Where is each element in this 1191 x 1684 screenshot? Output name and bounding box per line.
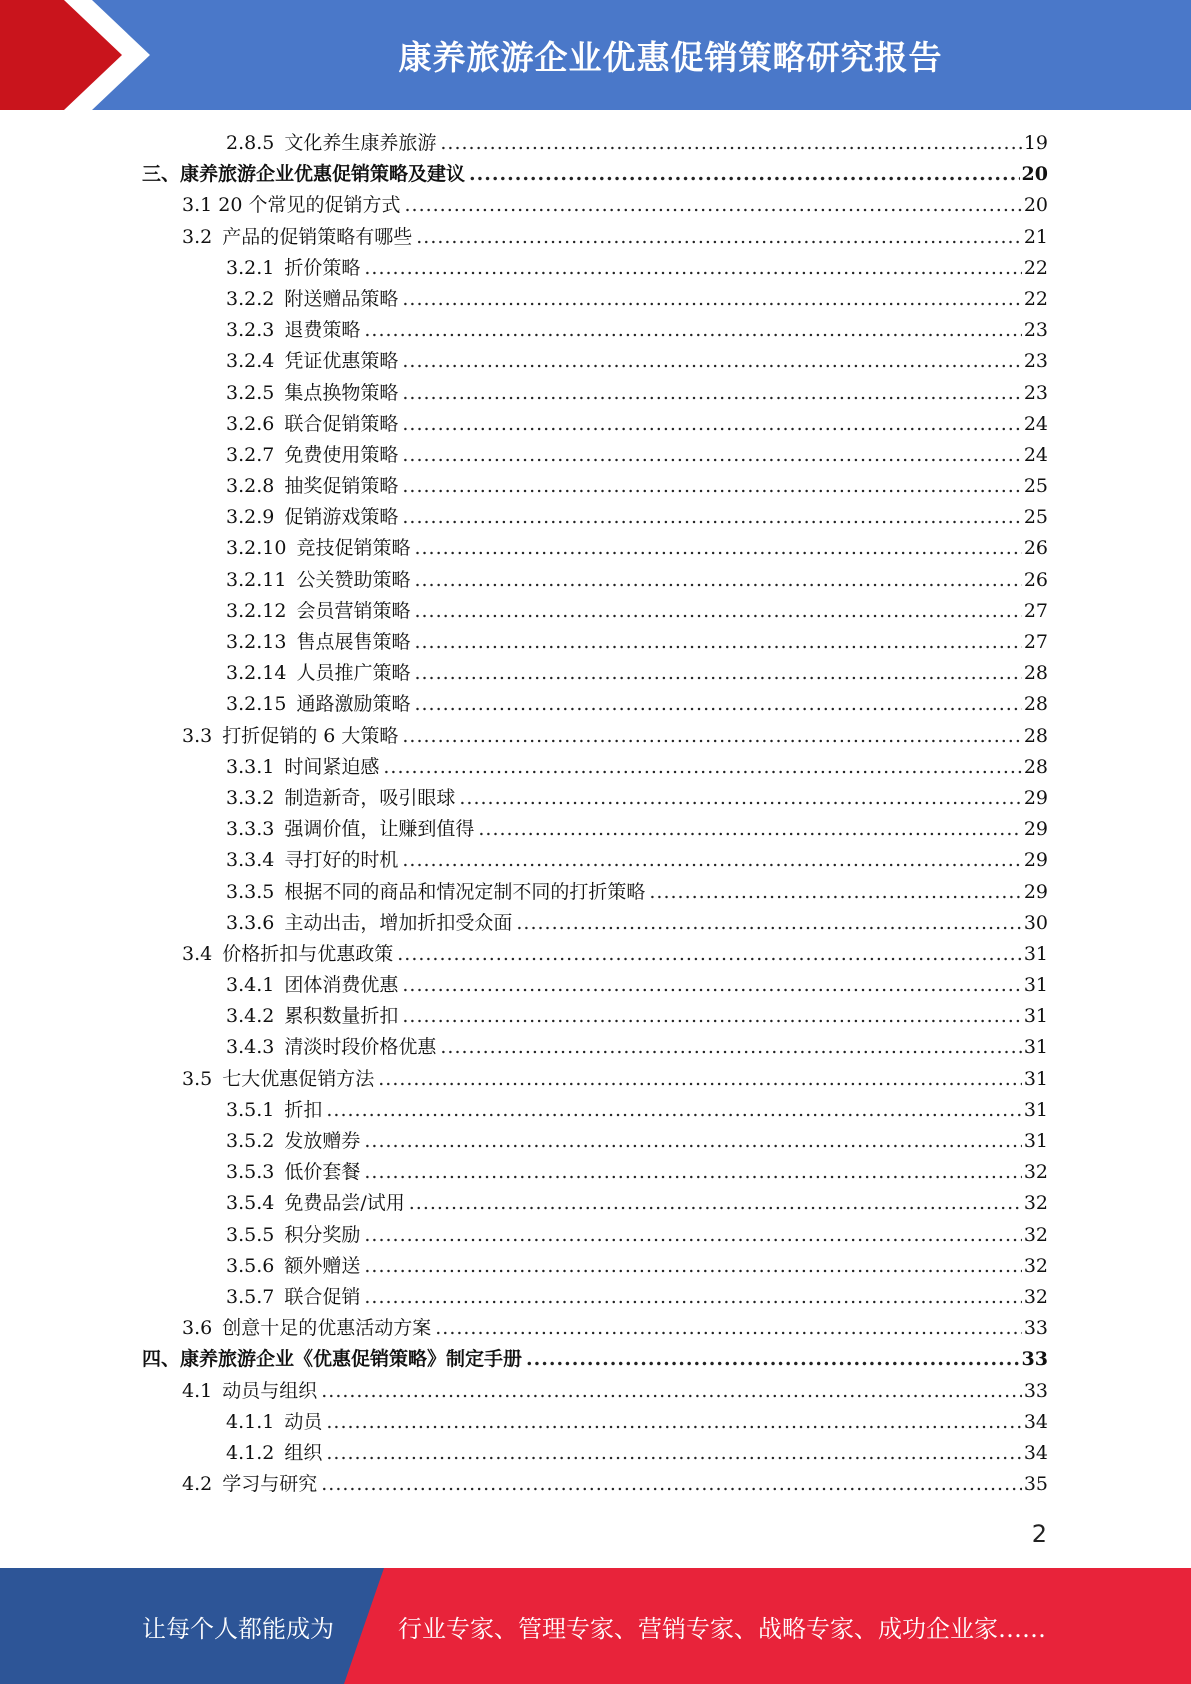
toc-entry-title: 公关赞助策略 xyxy=(296,568,411,591)
toc-entry-number: 3.2.2 xyxy=(226,287,275,310)
toc-entry[interactable] xyxy=(142,877,1048,908)
toc-entry-title: 清淡时段价格优惠 xyxy=(284,1036,437,1059)
toc-dot-leader xyxy=(414,627,1021,658)
toc-entry-page: 26 xyxy=(1023,537,1048,560)
toc-entry-number: 3.2.5 xyxy=(226,381,275,404)
toc-entry-page: 22 xyxy=(1023,287,1048,310)
toc-entry[interactable] xyxy=(142,1344,1048,1375)
toc-entry-page: 20 xyxy=(1023,194,1048,217)
toc-dot-leader xyxy=(404,190,1021,221)
toc-entry-page: 31 xyxy=(1023,1098,1048,1121)
toc-entry-number: 3.2.11 xyxy=(226,568,287,591)
toc-entry-title: 联合促销 xyxy=(284,1285,361,1308)
toc-dot-leader xyxy=(402,845,1021,876)
toc-entry[interactable] xyxy=(142,1032,1048,1063)
toc-entry-page: 31 xyxy=(1023,1067,1048,1090)
toc-entry-title: 文化养生康养旅游 xyxy=(284,132,437,154)
toc-entry-number: 3.2.9 xyxy=(226,506,275,529)
toc-entry[interactable] xyxy=(142,253,1048,284)
toc-dot-leader xyxy=(414,658,1021,689)
toc-entry-number: 4.2 xyxy=(182,1473,213,1496)
toc-entry-page: 27 xyxy=(1023,631,1048,653)
toc-entry-title: 3.1 20 个常见的促销方式 xyxy=(182,194,401,217)
toc-entry[interactable] xyxy=(142,970,1048,1001)
toc-entry-page: 34 xyxy=(1023,1441,1048,1464)
toc-entry[interactable] xyxy=(142,596,1048,627)
toc-entry[interactable] xyxy=(142,1438,1048,1469)
toc-entry-title: 制造新奇，吸引眼球 xyxy=(284,786,456,809)
toc-entry-title: 促销游戏策略 xyxy=(284,506,399,529)
toc-entry-title: 主动出击，增加折扣受众面 xyxy=(284,911,513,934)
toc-dot-leader xyxy=(478,814,1021,845)
toc-entry-page: 32 xyxy=(1023,1192,1048,1215)
toc-entry-page: 29 xyxy=(1023,818,1048,841)
toc-entry-number: 3.2.7 xyxy=(226,443,275,466)
toc-entry-title: 发放赠券 xyxy=(284,1130,361,1152)
toc-entry-number: 3.6 xyxy=(182,1317,213,1340)
toc-entry-title: 低价套餐 xyxy=(284,1161,361,1184)
toc-dot-leader xyxy=(402,970,1021,1001)
toc-entry[interactable] xyxy=(142,502,1048,533)
toc-entry-number: 3.5.5 xyxy=(226,1223,275,1246)
toc-entry-number: 3.3 xyxy=(182,724,213,747)
toc-dot-leader xyxy=(364,1126,1021,1157)
toc-dot-leader xyxy=(364,315,1021,346)
toc-entry-page: 33 xyxy=(1023,1379,1048,1402)
toc-dot-leader xyxy=(321,1469,1022,1500)
toc-entry-page: 30 xyxy=(1023,911,1048,934)
toc-entry[interactable] xyxy=(142,346,1048,377)
toc-entry-page: 32 xyxy=(1023,1223,1048,1246)
toc-entry[interactable] xyxy=(142,565,1048,596)
toc-entry[interactable] xyxy=(142,721,1048,752)
toc-entry-title: 强调价值，让赚到值得 xyxy=(284,818,475,841)
toc-dot-leader xyxy=(516,908,1021,939)
toc-dot-leader xyxy=(409,1188,1022,1219)
toc-entry[interactable] xyxy=(142,1001,1048,1032)
toc-entry[interactable] xyxy=(142,908,1048,939)
toc-entry-page: 23 xyxy=(1023,350,1048,373)
toc-entry-page: 33 xyxy=(1023,1317,1048,1340)
toc-entry-page: 24 xyxy=(1023,443,1048,466)
toc-entry[interactable] xyxy=(142,783,1048,814)
toc-entry[interactable] xyxy=(142,128,1048,159)
report-title: 康养旅游企业优惠促销策略研究报告 xyxy=(398,37,943,77)
toc-entry-number: 3.3.6 xyxy=(226,911,275,934)
toc-entry[interactable] xyxy=(142,315,1048,346)
toc-entry-number: 3.2 xyxy=(182,225,213,248)
toc-entry-title: 打折促销的 6 大策略 xyxy=(222,724,399,747)
toc-dot-leader xyxy=(364,1220,1021,1251)
toc-dot-leader xyxy=(414,596,1021,627)
toc-entry-number: 4.1.2 xyxy=(226,1441,275,1464)
toc-dot-leader xyxy=(402,721,1021,752)
toc-entry[interactable] xyxy=(142,440,1048,471)
toc-entry-page: 32 xyxy=(1023,1161,1048,1184)
toc-dot-leader xyxy=(435,1313,1022,1344)
toc-entry-page: 29 xyxy=(1023,849,1048,872)
toc-entry-page: 23 xyxy=(1023,381,1048,404)
toc-entry[interactable] xyxy=(142,222,1048,253)
toc-entry[interactable] xyxy=(142,752,1048,783)
toc-entry-page: 34 xyxy=(1023,1410,1048,1433)
toc-dot-leader xyxy=(402,471,1021,502)
toc-entry-title: 三、康养旅游企业优惠促销策略及建议 xyxy=(142,163,466,186)
toc-dot-leader xyxy=(416,222,1022,253)
footer-slogan-right: 行业专家、管理专家、营销专家、战略专家、成功企业家…… xyxy=(398,1614,1046,1643)
toc-dot-leader xyxy=(364,1157,1021,1188)
toc-dot-leader xyxy=(364,1251,1021,1282)
toc-entry-page: 28 xyxy=(1023,662,1048,685)
toc-dot-leader xyxy=(459,783,1021,814)
toc-entry-number: 3.3.4 xyxy=(226,849,275,872)
toc-entry-number: 3.2.8 xyxy=(226,475,275,498)
toc-entry[interactable] xyxy=(142,627,1048,658)
toc-entry-title: 折扣 xyxy=(284,1098,323,1121)
toc-dot-leader xyxy=(402,440,1021,471)
toc-entry[interactable] xyxy=(142,1282,1048,1313)
toc-entry[interactable] xyxy=(142,658,1048,689)
toc-entry-title: 免费使用策略 xyxy=(284,443,399,466)
toc-entry-title: 动员与组织 xyxy=(222,1379,318,1402)
toc-entry-page: 33 xyxy=(1021,1348,1048,1371)
toc-entry-page: 32 xyxy=(1023,1254,1048,1277)
toc-entry[interactable] xyxy=(142,190,1048,221)
toc-entry[interactable] xyxy=(142,284,1048,315)
toc-entry[interactable] xyxy=(142,1126,1048,1157)
toc-entry-number: 3.3.2 xyxy=(226,786,275,809)
toc-entry-number: 3.2.1 xyxy=(226,256,275,279)
toc-entry-page: 28 xyxy=(1023,724,1048,747)
toc-entry-page: 21 xyxy=(1023,225,1048,248)
toc-entry-title: 竞技促销策略 xyxy=(296,537,411,560)
toc-entry-title: 七大优惠促销方法 xyxy=(222,1067,375,1090)
toc-entry-page: 32 xyxy=(1023,1285,1048,1308)
toc-entry[interactable] xyxy=(142,1188,1048,1219)
toc-dot-leader xyxy=(321,1376,1022,1407)
toc-entry[interactable] xyxy=(142,1095,1048,1126)
toc-dot-leader xyxy=(649,877,1021,908)
toc-entry-number: 3.4 xyxy=(182,942,213,965)
page-footer xyxy=(0,1568,1191,1684)
toc-entry-page: 31 xyxy=(1023,1036,1048,1059)
toc-entry[interactable] xyxy=(142,378,1048,409)
toc-entry-page: 28 xyxy=(1023,755,1048,778)
toc-entry-title: 产品的促销策略有哪些 xyxy=(222,225,413,248)
toc-entry-number: 3.5.6 xyxy=(226,1254,275,1277)
page-header xyxy=(0,0,1191,110)
toc-entry-title: 会员营销策略 xyxy=(296,599,411,622)
toc-dot-leader xyxy=(402,409,1021,440)
toc-dot-leader xyxy=(397,939,1022,970)
toc-entry[interactable] xyxy=(142,1064,1048,1095)
toc-entry-page: 29 xyxy=(1023,880,1048,903)
toc-entry-title: 免费品尝/试用 xyxy=(284,1192,405,1215)
toc-entry-title: 售点展售策略 xyxy=(296,631,411,653)
toc-entry-page: 25 xyxy=(1023,475,1048,498)
toc-dot-leader xyxy=(526,1344,1020,1375)
toc-entry-page: 31 xyxy=(1023,942,1048,965)
toc-entry-title: 寻打好的时机 xyxy=(284,849,399,872)
toc-entry-title: 四、康养旅游企业《优惠促销策略》制定手册 xyxy=(142,1348,523,1371)
toc-entry-number: 3.5.2 xyxy=(226,1130,275,1152)
toc-dot-leader xyxy=(414,533,1021,564)
toc-entry-page: 19 xyxy=(1023,132,1048,154)
toc-entry[interactable] xyxy=(142,845,1048,876)
toc-entry-number: 3.2.4 xyxy=(226,350,275,373)
toc-entry-number: 3.2.14 xyxy=(226,662,287,685)
toc-entry-number: 2.8.5 xyxy=(226,132,275,154)
toc-entry[interactable] xyxy=(142,533,1048,564)
toc-entry-title: 价格折扣与优惠政策 xyxy=(222,942,394,965)
toc-entry[interactable] xyxy=(142,1469,1048,1500)
toc-dot-leader xyxy=(326,1095,1021,1126)
toc-dot-leader xyxy=(469,159,1020,190)
toc-entry-number: 3.2.15 xyxy=(226,693,287,716)
toc-entry-number: 3.2.10 xyxy=(226,537,287,560)
toc-entry-title: 学习与研究 xyxy=(222,1473,318,1496)
toc-dot-leader xyxy=(364,1282,1021,1313)
toc-entry[interactable] xyxy=(142,689,1048,720)
toc-entry-number: 3.3.5 xyxy=(226,880,275,903)
toc-dot-leader xyxy=(440,128,1021,159)
toc-entry-title: 退费策略 xyxy=(284,319,361,342)
toc-entry-number: 3.5.4 xyxy=(226,1192,275,1215)
toc-dot-leader xyxy=(402,284,1021,315)
toc-entry-number: 3.5.7 xyxy=(226,1285,275,1308)
toc-entry-number: 3.3.3 xyxy=(226,818,275,841)
toc-entry-number: 4.1 xyxy=(182,1379,213,1402)
toc-entry-page: 20 xyxy=(1021,163,1048,186)
toc-entry[interactable] xyxy=(142,159,1048,190)
toc-entry[interactable] xyxy=(142,1376,1048,1407)
toc-entry-title: 积分奖励 xyxy=(284,1223,361,1246)
toc-entry-page: 22 xyxy=(1023,256,1048,279)
toc-entry[interactable] xyxy=(142,1220,1048,1251)
toc-entry-page: 24 xyxy=(1023,412,1048,435)
toc-entry[interactable] xyxy=(142,1251,1048,1282)
toc-entry-page: 29 xyxy=(1023,786,1048,809)
toc-entry-number: 3.3.1 xyxy=(226,755,275,778)
toc-entry[interactable] xyxy=(142,939,1048,970)
toc-entry-page: 31 xyxy=(1023,974,1048,997)
toc-entry-page: 26 xyxy=(1023,568,1048,591)
toc-entry[interactable] xyxy=(142,471,1048,502)
toc-dot-leader xyxy=(414,689,1021,720)
toc-dot-leader xyxy=(383,752,1021,783)
toc-entry-title: 动员 xyxy=(284,1410,323,1433)
toc-entry-number: 3.2.6 xyxy=(226,412,275,435)
toc-entry-page: 25 xyxy=(1023,506,1048,529)
toc-entry[interactable] xyxy=(142,409,1048,440)
toc-entry-title: 集点换物策略 xyxy=(284,381,399,404)
toc-entry-number: 4.1.1 xyxy=(226,1410,275,1433)
toc-entry-number: 3.5.3 xyxy=(226,1161,275,1184)
toc-dot-leader xyxy=(402,378,1021,409)
toc-entry-page: 27 xyxy=(1023,599,1048,622)
table-of-contents xyxy=(142,128,1048,1500)
toc-dot-leader xyxy=(364,253,1021,284)
toc-entry-title: 时间紧迫感 xyxy=(284,755,380,778)
toc-entry-page: 23 xyxy=(1023,319,1048,342)
toc-entry-page: 31 xyxy=(1023,1005,1048,1028)
toc-dot-leader xyxy=(326,1407,1021,1438)
toc-entry[interactable] xyxy=(142,1157,1048,1188)
toc-entry-number: 3.5 xyxy=(182,1067,213,1090)
toc-entry-page: 28 xyxy=(1023,693,1048,716)
toc-entry-title: 附送赠品策略 xyxy=(284,287,399,310)
toc-entry-title: 通路激励策略 xyxy=(296,693,411,716)
toc-dot-leader xyxy=(402,346,1021,377)
toc-dot-leader xyxy=(414,565,1021,596)
page-number: 2 xyxy=(1031,1520,1047,1548)
toc-entry-number: 3.2.12 xyxy=(226,599,287,622)
toc-entry-title: 联合促销策略 xyxy=(284,412,399,435)
toc-entry-number: 3.4.2 xyxy=(226,1005,275,1028)
toc-entry-number: 3.2.3 xyxy=(226,319,275,342)
toc-dot-leader xyxy=(402,1001,1021,1032)
toc-dot-leader xyxy=(326,1438,1021,1469)
toc-entry-title: 累积数量折扣 xyxy=(284,1005,399,1028)
toc-dot-leader xyxy=(402,502,1021,533)
header-arrow-graphic xyxy=(0,0,160,110)
toc-entry-page: 35 xyxy=(1023,1473,1048,1496)
toc-entry-title: 创意十足的优惠活动方案 xyxy=(222,1317,432,1340)
toc-entry-title: 组织 xyxy=(284,1441,323,1464)
toc-entry-page: 31 xyxy=(1023,1130,1048,1152)
footer-slogan-left: 让每个人都能成为 xyxy=(142,1614,334,1643)
toc-dot-leader xyxy=(378,1064,1022,1095)
toc-entry-number: 3.5.1 xyxy=(226,1098,275,1121)
toc-entry-title: 抽奖促销策略 xyxy=(284,475,399,498)
toc-entry-title: 额外赠送 xyxy=(284,1254,361,1277)
toc-entry-title: 凭证优惠策略 xyxy=(284,350,399,373)
toc-entry-title: 人员推广策略 xyxy=(296,662,411,685)
toc-entry-number: 3.4.1 xyxy=(226,974,275,997)
toc-entry[interactable] xyxy=(142,1407,1048,1438)
toc-entry[interactable] xyxy=(142,1313,1048,1344)
toc-entry-title: 折价策略 xyxy=(284,256,361,279)
toc-entry-title: 根据不同的商品和情况定制不同的打折策略 xyxy=(284,880,646,903)
toc-entry[interactable] xyxy=(142,814,1048,845)
toc-entry-number: 3.4.3 xyxy=(226,1036,275,1059)
toc-entry-number: 3.2.13 xyxy=(226,631,287,653)
toc-entry-title: 团体消费优惠 xyxy=(284,974,399,997)
toc-dot-leader xyxy=(440,1032,1021,1063)
